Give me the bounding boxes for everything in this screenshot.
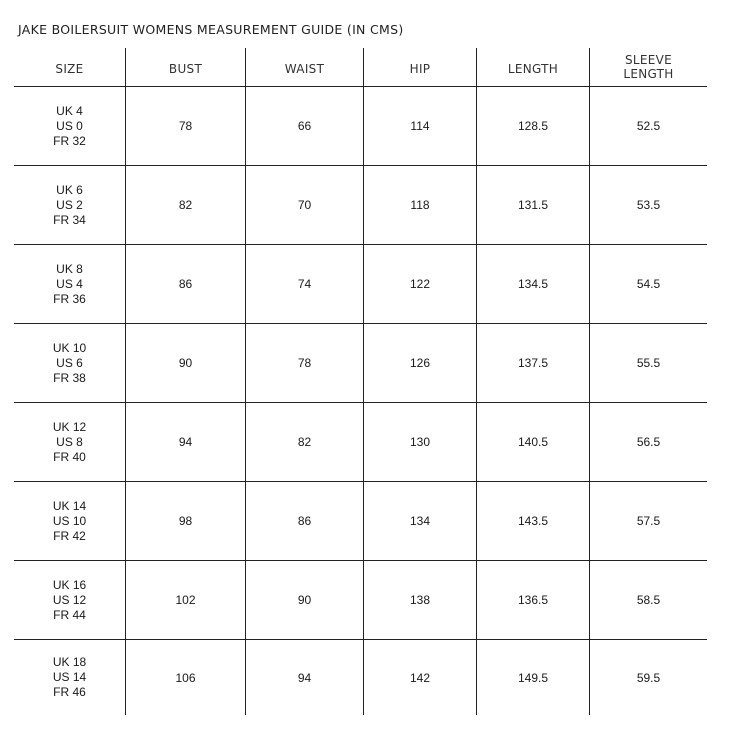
page-title: JAKE BOILERSUIT WOMENS MEASUREMENT GUIDE (IN CMS) xyxy=(18,22,404,37)
hip-value: 126 xyxy=(363,324,476,402)
bust-value: 90 xyxy=(125,324,245,402)
size-us: US 14 xyxy=(52,670,87,684)
waist-value: 86 xyxy=(245,482,363,560)
hip-value: 142 xyxy=(363,640,476,715)
length-value: 136.5 xyxy=(476,561,589,639)
header-length: LENGTH xyxy=(476,48,589,86)
length-value: 131.5 xyxy=(476,166,589,244)
table-row xyxy=(14,482,707,561)
sleeve-length-value: 58.5 xyxy=(589,561,707,639)
size-cell xyxy=(14,482,125,560)
size-fr: FR 36 xyxy=(53,291,86,306)
size-cell xyxy=(14,245,125,323)
size-uk: UK 18 xyxy=(52,655,87,669)
size-cell xyxy=(14,561,125,639)
size-fr: FR 46 xyxy=(53,685,86,699)
size-cell xyxy=(14,403,125,481)
size-fr: FR 40 xyxy=(53,449,86,464)
header-bust: BUST xyxy=(125,48,245,86)
header-sleeve-length-line2: LENGTH xyxy=(623,67,674,81)
header-hip: HIP xyxy=(363,48,476,86)
hip-value: 118 xyxy=(363,166,476,244)
header-size: SIZE xyxy=(55,62,84,76)
size-us: US 4 xyxy=(56,276,83,291)
length-value: 134.5 xyxy=(476,245,589,323)
bust-value: 86 xyxy=(125,245,245,323)
size-uk: UK 4 xyxy=(56,103,83,118)
size-us: US 10 xyxy=(52,513,87,528)
sleeve-length-value: 54.5 xyxy=(589,245,707,323)
table-row xyxy=(14,640,707,715)
size-fr: FR 32 xyxy=(53,133,86,148)
table-row xyxy=(14,403,707,482)
table-row xyxy=(14,87,707,166)
table-row xyxy=(14,561,707,640)
size-fr: FR 42 xyxy=(53,528,86,543)
size-us: US 8 xyxy=(56,434,83,449)
bust-value: 82 xyxy=(125,166,245,244)
size-cell xyxy=(14,166,125,244)
size-fr: FR 44 xyxy=(53,607,86,622)
hip-value: 134 xyxy=(363,482,476,560)
hip-value: 138 xyxy=(363,561,476,639)
waist-value: 78 xyxy=(245,324,363,402)
hip-value: 114 xyxy=(363,87,476,165)
waist-value: 94 xyxy=(245,640,363,715)
bust-value: 94 xyxy=(125,403,245,481)
size-uk: UK 10 xyxy=(52,340,87,355)
waist-value: 90 xyxy=(245,561,363,639)
length-value: 140.5 xyxy=(476,403,589,481)
bust-value: 102 xyxy=(125,561,245,639)
waist-value: 74 xyxy=(245,245,363,323)
sleeve-length-value: 53.5 xyxy=(589,166,707,244)
sleeve-length-value: 52.5 xyxy=(589,87,707,165)
length-value: 149.5 xyxy=(476,640,589,715)
sleeve-length-value: 55.5 xyxy=(589,324,707,402)
size-fr: FR 34 xyxy=(53,212,86,227)
sleeve-length-value: 59.5 xyxy=(589,640,707,715)
length-value: 128.5 xyxy=(476,87,589,165)
waist-value: 70 xyxy=(245,166,363,244)
sleeve-length-value: 57.5 xyxy=(589,482,707,560)
length-value: 137.5 xyxy=(476,324,589,402)
table-row xyxy=(14,245,707,324)
table-body xyxy=(14,87,707,715)
size-us: US 0 xyxy=(56,118,83,133)
header-sleeve-length xyxy=(589,48,707,86)
hip-value: 122 xyxy=(363,245,476,323)
size-uk: UK 16 xyxy=(52,577,87,592)
header-sleeve-length-line1: SLEEVE xyxy=(624,53,673,67)
size-us: US 6 xyxy=(56,355,83,370)
size-cell xyxy=(14,324,125,402)
size-fr: FR 38 xyxy=(53,370,86,385)
size-uk: UK 14 xyxy=(52,498,87,513)
size-us: US 12 xyxy=(52,592,87,607)
header-waist: WAIST xyxy=(245,48,363,86)
table-row xyxy=(14,166,707,245)
size-uk: UK 12 xyxy=(52,419,87,434)
measurement-table xyxy=(14,48,707,715)
table-header-row xyxy=(14,48,707,87)
waist-value: 66 xyxy=(245,87,363,165)
size-us: US 2 xyxy=(56,197,83,212)
bust-value: 78 xyxy=(125,87,245,165)
bust-value: 106 xyxy=(125,640,245,715)
hip-value: 130 xyxy=(363,403,476,481)
sleeve-length-value: 56.5 xyxy=(589,403,707,481)
size-uk: UK 8 xyxy=(56,261,83,276)
waist-value: 82 xyxy=(245,403,363,481)
size-cell xyxy=(14,87,125,165)
size-cell xyxy=(14,640,125,715)
table-row xyxy=(14,324,707,403)
size-uk: UK 6 xyxy=(56,182,83,197)
length-value: 143.5 xyxy=(476,482,589,560)
bust-value: 98 xyxy=(125,482,245,560)
